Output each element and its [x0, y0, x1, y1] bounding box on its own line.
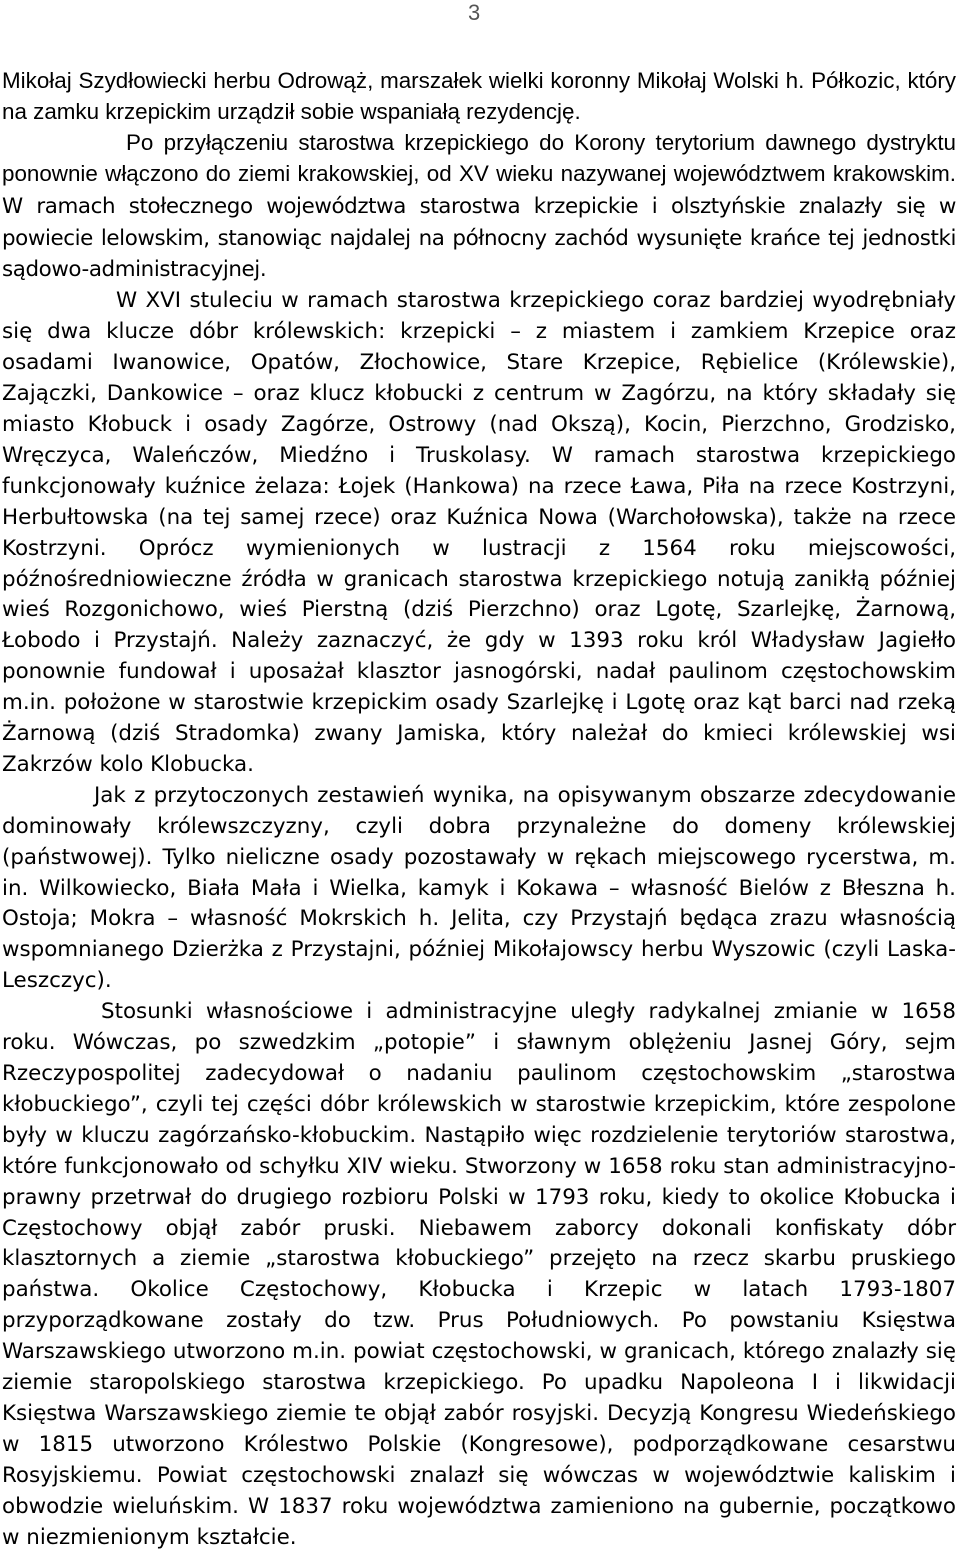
paragraph-territory-text: Po przyłączeniu starostwa krzepickiego do Korony terytorium dawnego dystryktu ponownie włączono do ziemi krakowskiej, od XV wieku nazywanej województwem krakowskim.	[2, 129, 956, 186]
paragraph-opening: Mikołaj Szydłowiecki herbu Odrowąż, marszałek wielki koronny Mikołaj Wolski h. Półkozic, który na zamku krzepickim urządził sobie wspaniałą rezydencję.	[2, 68, 956, 124]
page-number: 3	[468, 0, 481, 25]
document-body	[2, 66, 956, 1554]
paragraph-xvi-century: W XVI stuleciu w ramach starostwa krzepickiego coraz bardziej wyodrębniały się dwa klucze dóbr królewskich: krzepicki – z miastem i zamkiem Krzepice oraz osadami Iwanowice, Opatów, Złochowice, Stare Krzepice, Rębielice (Królewskie), Zajączki, Dankowice – oraz klucz kłobucki z centrum w Zagórzu, na który składały się miasto Kłobuck i osady Zagórze, Ostrowy (nad Okszą), Kocin, Pierzchno, Grodzisko, Wręczyca, Waleńczów, Miedźno i Truskolasy. W ramach starostwa krzepickiego funkcjonowały kuźnice żelaza: Łojek (Hankowa) na rzece Ława, Piła na rzece Kostrzyni, Herbułtowska (na tej samej rzece) oraz Kuźnica Nowa (Warchołowska), także na rzece Kostrzyni. Oprócz wymienionych w lustracji z 1564 roku miejscowości, późnośredniowieczne źródła w granicach starostwa krzepickiego notują zanikłą później wieś Rozgonichowo, wieś Pierstną (dziś Pierzchno) oraz Lgotę, Szarlejkę, Żarnową, Łobodo i Przystajń. Należy zaznaczyć, że gdy w 1393 roku król Władysław Jagiełło ponownie fundował i uposażał klasztor jasnogórski, nadał paulinom częstochowskim m.in. położone w starostwie krzepickim osady Szarlejkę i Lgotę oraz kąt barci nad rzeką Żarnową (dziś Stradomka) zwany Jamiska, który należał do kmieci królewskiej wsi Zakrzów kolo Klobucka.	[2, 288, 956, 777]
paragraph-territory-continuation: W ramach stołecznego województwa starostwa krzepickie i olsztyńskie znalazły się w powiecie lelowskim, stanowiąc najdalej na północny zachód wysunięte krańce tej jednostki sądowo-administracyjnej.	[2, 193, 956, 283]
paragraph-royal-estates: Jak z przytoczonych zestawień wynika, na opisywanym obszarze zdecydowanie dominowały królewszczyzny, czyli dobra przynależne do domeny królewskiej (państwowej). Tylko nieliczne osady pozostawały w rękach miejscowego rycerstwa, m. in. Wilkowiecko, Biała Mała i Wielka, kamyk i Kokawa – własność Bielów z Błeszna h. Ostoja; Mokra – własność Mokrskich h. Jelita, czy Przystajń będąca zrazu własnością wspomnianego Dzierżka z Przystajni, później Mikołajowscy herbu Wyszowic (czyli Laska-Leszczyc).	[2, 782, 956, 994]
paragraph-1658-changes: Stosunki własnościowe i administracyjne uległy radykalnej zmianie w 1658 roku. Wówczas, po szwedzkim „potopie” i sławnym oblężeniu Jasnej Góry, sejm Rzeczypospolitej zadecydował o nadaniu paulinom częstochowskim „starostwa kłobuckiego”, czyli tej części dóbr królewskich w starostwie krzepickim, które zespolone były w kluczu zagórzańsko-kłobuckim. Nastąpiło więc rozdzielenie terytoriów starostwa, które funkcjonowało od schyłku XIV wieku. Stworzony w 1658 roku stan administracyjno-prawny przetrwał do drugiego rozbioru Polski w 1793 roku, kiedy to okolice Kłobucka i Częstochowy objął zabór pruski. Niebawem zaborcy dokonali konfiskaty dóbr klasztornych a ziemie „starostwa kłobuckiego” przejęto na rzecz skarbu pruskiego państwa. Okolice Częstochowy, Kłobucka i Krzepic w latach 1793-1807 przyporządkowane zostały do tzw. Prus Południowych. Po powstaniu Księstwa Warszawskiego utworzono m.in. powiat częstochowski, w granicach, którego znalazły się ziemie staropolskiego starostwa krzepickiego. Po upadku Napoleona I i likwidacji Księstwa Warszawskiego ziemie te objął zabór rosyjski. Decyzją Kongresu Wiedeńskiego w 1815 utworzono Królestwo Polskie (Kongresowe), podporządkowane cesarstwu Rosyjskiemu. Powiat częstochowski znalazł się wówczas w województwie kaliskim i obwodzie wieluńskim. W 1837 roku województwa zamieniono na gubernie, początkowo w niezmienionym kształcie.	[2, 999, 956, 1550]
paragraph-territory	[2, 128, 956, 287]
